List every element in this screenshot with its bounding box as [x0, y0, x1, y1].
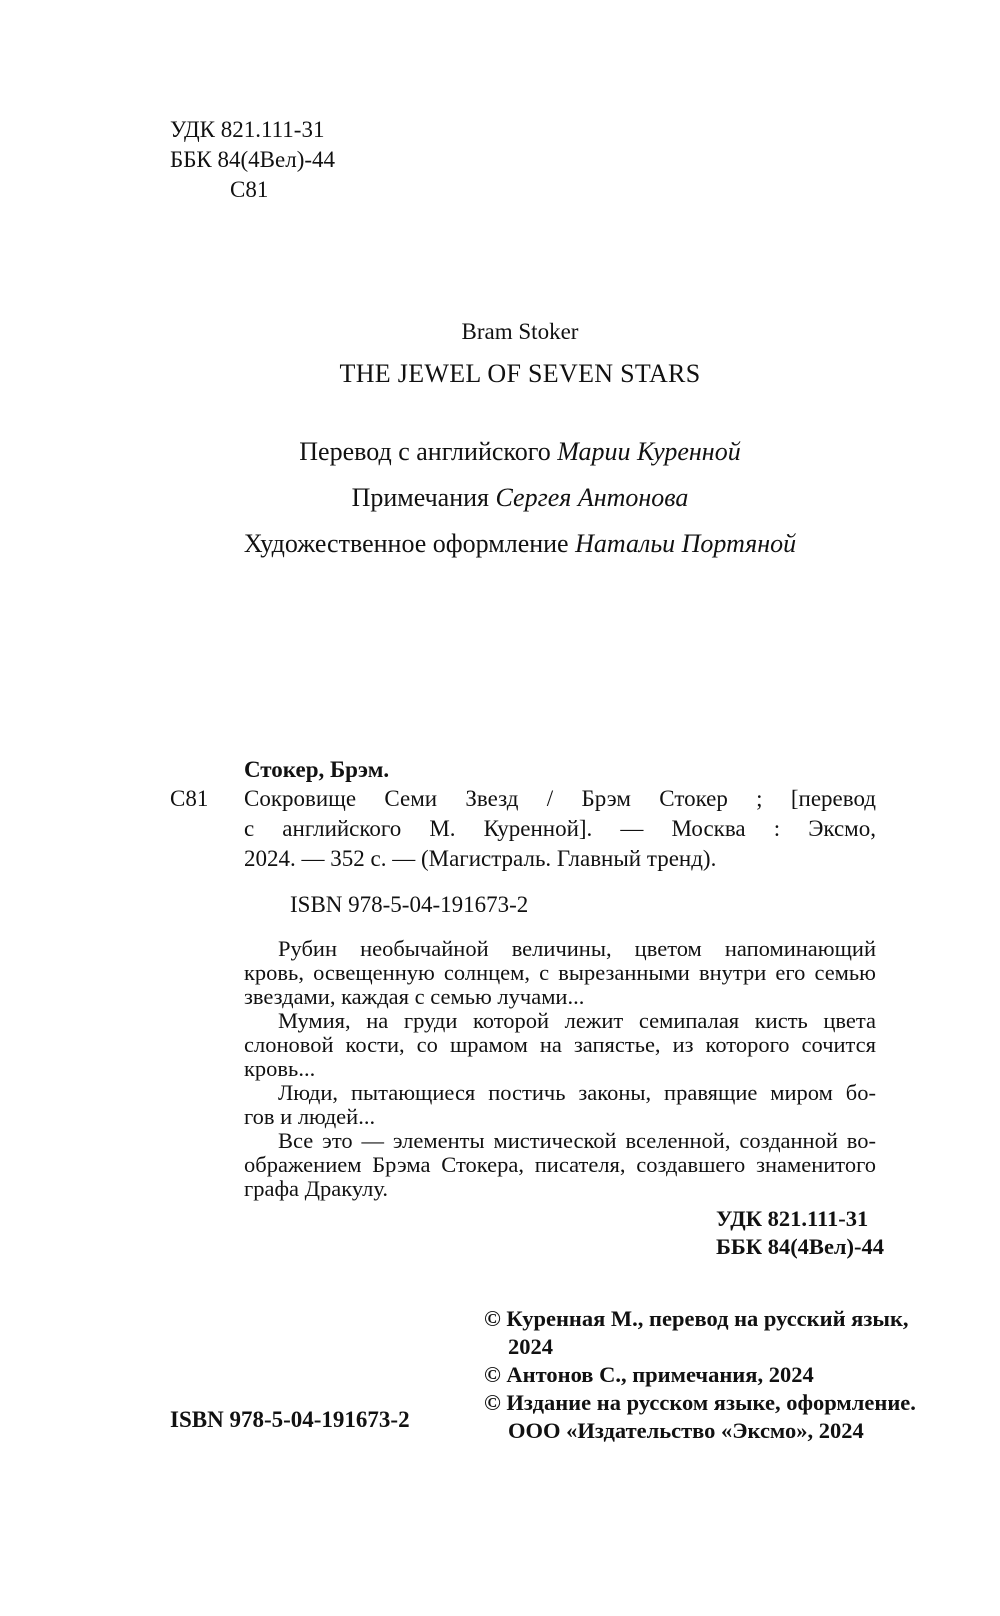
card-line: с английского М. Куренной]. — Москва : Эксмо, [244, 816, 876, 841]
card-line: 2024. — 352 с. — (Магистраль. Главный тренд). [244, 846, 717, 871]
annotation-line: кровь, освещенную солнцем, с вырезанными внутри его семью [244, 960, 876, 985]
header-bbk: ББК 84(4Вел)-44 [170, 147, 336, 172]
original-title: THE JEWEL OF SEVEN STARS [339, 359, 701, 388]
card-isbn: ISBN 978-5-04-191673-2 [290, 892, 529, 917]
credit-notes-name: Сергея Антонова [495, 483, 689, 512]
footer-bbk: ББК 84(4Вел)-44 [716, 1234, 885, 1259]
annotation-line: Мумия, на груди которой лежит семипалая кисть цвета [278, 1008, 876, 1033]
annotation-line: кровь... [244, 1056, 316, 1081]
annotation-line: звездами, каждая с семью лучами... [244, 984, 585, 1009]
copyright-line: © Антонов С., примечания, 2024 [484, 1362, 814, 1387]
copyright-line: 2024 [508, 1334, 553, 1359]
copyright-line: © Куренная М., перевод на русский язык, [484, 1306, 909, 1331]
annotation-line: Люди, пытающиеся постичь законы, правящие миром бо- [278, 1080, 876, 1105]
credit-translation-label: Перевод с английского [299, 437, 551, 466]
credit-design-name: Натальи Портяной [575, 529, 797, 558]
footer-isbn: ISBN 978-5-04-191673-2 [170, 1407, 410, 1432]
annotation-line: ображением Брэма Стокера, писателя, создавшего знаменитого [244, 1152, 876, 1177]
card-line: Сокровище Семи Звезд / Брэм Стокер ; [перевод [244, 786, 876, 811]
original-author: Bram Stoker [461, 319, 579, 344]
annotation-line: слоновой кости, со шрамом на запястье, из которого сочится [244, 1032, 876, 1057]
credit-notes [0, 482, 1000, 514]
annotation-line: гов и людей... [244, 1104, 376, 1129]
annotation-line: Рубин необычайной величины, цветом напоминающий [278, 936, 876, 961]
footer-udk: УДК 821.111-31 [716, 1206, 869, 1231]
header-author-code: С81 [230, 177, 269, 202]
credit-translation [0, 436, 1000, 468]
card-author-code: С81 [170, 786, 209, 811]
annotation-line: Все это — элементы мистической вселенной, созданной во- [278, 1128, 876, 1153]
credit-notes-label: Примечания [351, 483, 490, 512]
card-author: Стокер, Брэм. [244, 757, 390, 782]
credit-design [0, 528, 1000, 560]
credit-design-label: Художественное оформление [243, 529, 569, 558]
copyright-line: ООО «Издательство «Эксмо», 2024 [508, 1418, 864, 1443]
annotation-line: графа Дракулу. [244, 1176, 388, 1201]
credit-translation-name: Марии Куренной [557, 437, 741, 466]
copyright-line: © Издание на русском языке, оформление. [484, 1390, 916, 1415]
header-udk: УДК 821.111-31 [170, 117, 325, 142]
